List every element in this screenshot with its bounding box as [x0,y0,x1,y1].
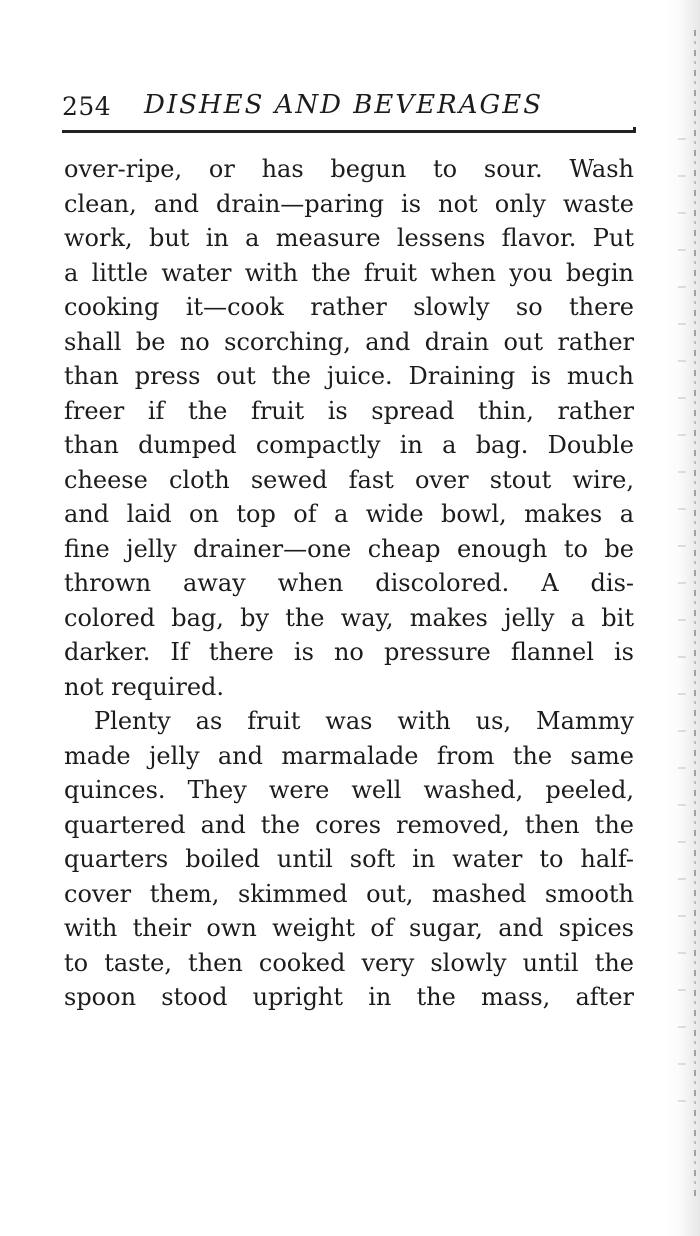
text-line: quartered and the cores removed, then the [64,810,634,839]
text-line: than press out the juice. Draining is much [64,362,634,390]
body-text [64,152,634,1015]
text-line: cooking it—cook rather slowly so there [64,293,634,321]
text-line: cheese cloth sewed fast over stout wire, [64,465,634,494]
text-line: not required. [64,672,225,701]
text-line: thrown away when discolored. A dis- [64,569,634,597]
text-line: with their own weight of sugar, and spices [64,914,634,942]
text-line: cover them, skimmed out, mashed smooth [64,879,634,908]
text-line: shall be no scorching, and drain out rather [64,327,634,356]
text-line: quinces. They were well washed, peeled, [64,776,634,804]
page-number: 254 [62,92,112,121]
text-line: darker. If there is no pressure flannel is [64,638,634,666]
text-line: work, but in a measure lessens flavor. Put [64,224,634,252]
paragraph [64,152,634,704]
text-line: quarters boiled until soft in water to half- [64,845,634,873]
binding-specks [678,120,686,1120]
text-line: a little water with the fruit when you begin [64,258,634,287]
header-rule [62,130,634,133]
text-line: spoon stood upright in the mass, after [64,983,634,1011]
text-line: colored bag, by the way, makes jelly a bit [64,603,634,632]
text-line: to taste, then cooked very slowly until the [64,948,634,977]
text-line: clean, and drain—paring is not only waste [64,189,634,218]
running-head [62,88,634,124]
page-binding-edge [666,0,700,1236]
text-line: freer if the fruit is spread thin, rather [64,396,634,425]
binding-shadow-line [694,30,696,1200]
text-line: fine jelly drainer—one cheap enough to be [64,534,634,563]
text-line: Plenty as fruit was with us, Mammy [94,707,634,735]
text-line: over-ripe, or has begun to sour. Wash [64,155,634,183]
book-title: DISHES AND BEVERAGES [144,90,544,120]
paragraph [64,704,634,1015]
text-line: made jelly and marmalade from the same [64,741,634,770]
text-line: and laid on top of a wide bowl, makes a [64,500,634,528]
text-line: than dumped compactly in a bag. Double [64,431,634,459]
